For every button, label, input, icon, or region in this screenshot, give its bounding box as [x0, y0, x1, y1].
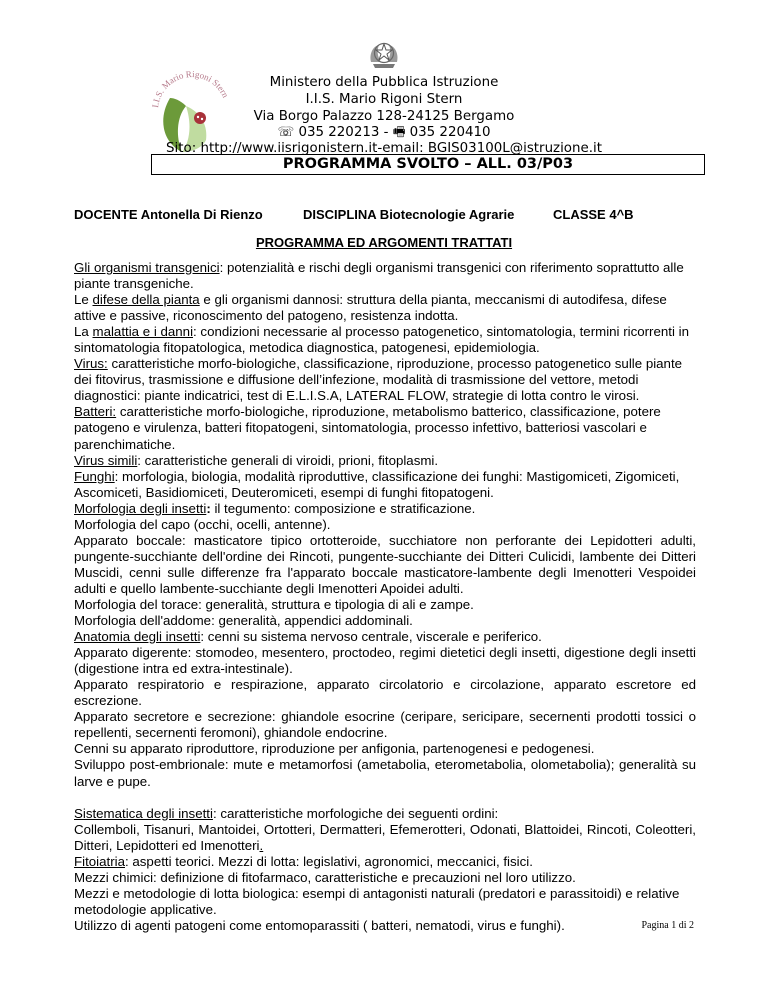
term-morfologia: Morfologia degli insetti: [74, 500, 207, 516]
paragraph-ordini: Collemboli, Tisanuri, Mantoidei, Ortotteri, Dermatteri, Efemerotteri, Odonati, Blattoidei, Rincoti, Coleotteri, Ditteri, Lepidotteri ed Imenotteri.: [74, 821, 696, 853]
header-phone-fax: ☏ 035 220213 - 🖷 035 220410: [277, 125, 491, 140]
header-website-email: Sito: http://www.iisrigonistern.it-email: BGIS03100L@istruzione.it: [166, 141, 602, 156]
paragraph-transgenici: Gli organismi transgenici: potenzialità e rischi degli organismi transgenici con riferimento soprattutto alle piante transgeniche.: [74, 260, 684, 292]
term-funghi: Funghi: [74, 468, 115, 484]
header-school-name: I.I.S. Mario Rigoni Stern: [305, 92, 463, 107]
paragraph-mezzi-chimici: Mezzi chimici: definizione di fitofarmaco, caratteristiche e precauzioni nel loro utilizzo.: [74, 869, 576, 885]
classe-label: CLASSE 4^B: [553, 207, 634, 222]
paragraph-secretore: Apparato secretore e secrezione: ghiandole esocrine (ceripare, sericipare, secernenti prodotti tossici o repellenti, secernenti feromoni), ghiandole endocrine.: [74, 709, 696, 741]
page-number: Pagina 1 di 2: [641, 920, 694, 931]
paragraph-capo: Morfologia del capo (occhi, ocelli, antenne).: [74, 516, 331, 532]
paragraph-apparato-boccale: Apparato boccale: masticatore tipico ortotteroide, succhiatore non perforante dei Lepidotteri adulti, pungente-succhiante dell'ordine dei Rincoti, pungente-succhiante dei Ditteri Culicidi, lambente dei Ditteri Muscidi, cenni sulle differenze fra l'apparato boccale masticatore-lambente degli Imenotteri Vespoidei adulti e quello lambente-succhiante degli Imenotteri Apoidei adulti.: [74, 532, 696, 596]
term-fitoiatria: Fitoiatria: [74, 853, 125, 869]
paragraph-entomoparassiti: Utilizzo di agenti patogeni come entomoparassiti ( batteri, nematodi, virus e funghi).: [74, 917, 565, 933]
logo-text: I.I.S. Mario Rigoni Stern: [150, 68, 231, 109]
term-difese: difese della pianta: [92, 292, 200, 308]
paragraph-lotta-biologica: Mezzi e metodologie di lotta biologica: esempi di antagonisti naturali (predatori e parassitoidi) e relative metodologie applicative.: [74, 885, 680, 917]
paragraph-batteri: Batteri: caratteristiche morfo-biologiche, riproduzione, metabolismo batterico, classificazione, potere patogeno e virulenza, batteri fitopatogeni, sintomatologia, processo infettivo, batteriosi vascolari e parenchimatiche.: [74, 404, 661, 452]
term-sistematica: Sistematica degli insetti: [74, 805, 213, 821]
paragraph-digerente: Apparato digerente: stomodeo, mesentero, proctodeo, regimi dietetici degli insetti, digestione degli insetti (digestione intra ed extra-intestinale).: [74, 645, 696, 677]
term-transgenici: Gli organismi transgenici: [74, 260, 220, 275]
paragraph-difese: Le difese della pianta e gli organismi dannosi: struttura della pianta, meccanismi di autodifesa, difese attive e passive, riconoscimento del patogeno, resistenza indotta.: [74, 292, 667, 324]
program-content: [74, 260, 696, 934]
paragraph-funghi: Funghi: morfologia, biologia, modalità riproduttive, classificazione dei funghi: Mastigomiceti, Zigomiceti, Ascomiceti, Basidiomiceti, Deuteromiceti, esempi di funghi fitopatogeni.: [74, 468, 680, 500]
paragraph-addome: Morfologia dell'addome: generalità, appendici addominali.: [74, 613, 413, 629]
paragraph-anatomia: Anatomia degli insetti: cenni su sistema nervoso centrale, viscerale e periferico.: [74, 629, 542, 645]
header-ministry: Ministero della Pubblica Istruzione: [269, 75, 499, 90]
term-anatomia: Anatomia degli insetti: [74, 629, 201, 645]
paragraph-sviluppo: Sviluppo post-embrionale: mute e metamorfosi (ametabolia, eterometabolia, olometabolia); generalità su larve e pupe.: [74, 757, 696, 789]
paragraph-malattia: La malattia e i danni: condizioni necessarie al processo patogenetico, sintomatologia, termini ricorrenti in sintomatologia fitopatologica, metodica diagnostica, patogenesi, epidemiologia.: [74, 324, 689, 356]
paragraph-torace: Morfologia del torace: generalità, struttura e tipologia di ali e zampe.: [74, 596, 474, 612]
paragraph-fitoiatria: Fitoiatria: aspetti teorici. Mezzi di lotta: legislativi, agronomici, meccanici, fisici.: [74, 853, 533, 869]
document-title: PROGRAMMA SVOLTO – ALL. 03/P03: [151, 154, 705, 175]
section-title: PROGRAMMA ED ARGOMENTI TRATTATI: [255, 235, 513, 250]
paragraph-respiratorio: Apparato respiratorio e respirazione, apparato circolatorio e circolazione, apparato escretore ed escrezione.: [74, 677, 696, 709]
term-virus: Virus:: [74, 356, 108, 372]
paragraph-sistematica: Sistematica degli insetti: caratteristiche morfologiche dei seguenti ordini:: [74, 805, 499, 821]
term-batteri: Batteri:: [74, 404, 117, 420]
paragraph-virus-simili: Virus simili: caratteristiche generali di viroidi, prioni, fitoplasmi.: [74, 452, 439, 468]
header-address: Via Borgo Palazzo 128-24125 Bergamo: [253, 109, 515, 124]
republic-emblem-icon: [367, 40, 401, 70]
term-malattia: malattia e i danni: [92, 324, 194, 340]
paragraph-riproduttore: Cenni su apparato riproduttore, riproduzione per anfigonia, partenogenesi e pedogenesi.: [74, 741, 595, 757]
docente-label: DOCENTE Antonella Di Rienzo: [74, 207, 263, 222]
paragraph-morfologia: Morfologia degli insetti: il tegumento: composizione e stratificazione.: [74, 500, 476, 516]
term-virus-simili: Virus simili: [74, 452, 138, 468]
paragraph-virus: Virus: caratteristiche morfo-biologiche, classificazione, riproduzione, processo patogenetico sulle piante dei fitovirus, trasmissione e diffusione dell’infezione, modalità di trasmissione del vettore, metodi diagnostici: piante indicatrici, test di E.L.I.S.A, LATERAL FLOW, strategie di lotta contro le virosi.: [74, 356, 683, 404]
disciplina-label: DISCIPLINA Biotecnologie Agrarie: [303, 207, 515, 222]
